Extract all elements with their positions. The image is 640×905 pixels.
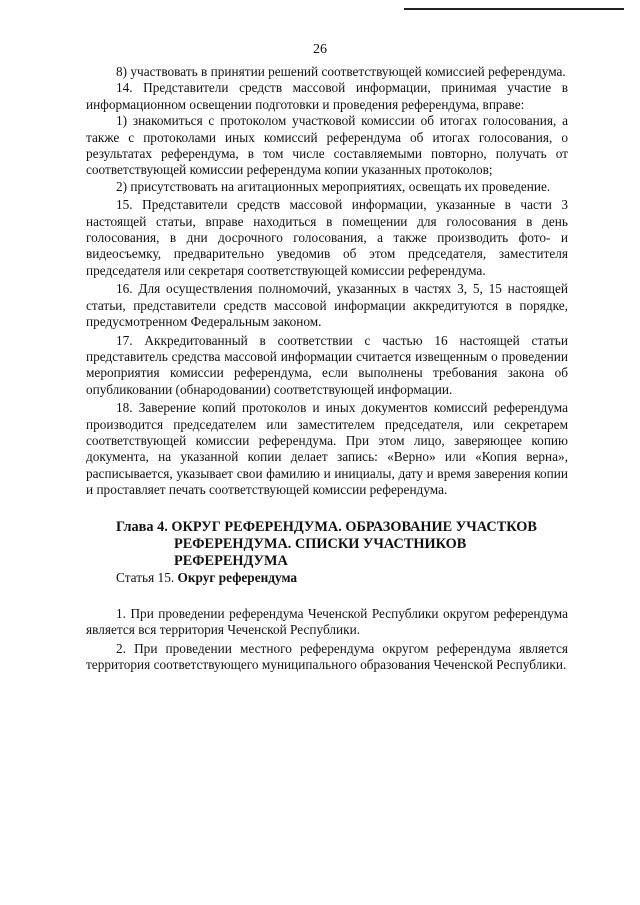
top-rule bbox=[404, 8, 624, 10]
paragraph: 18. Заверение копий протоколов и иных документов комиссий референдума производится председателем или заместителем председателя, или секретарем соответствующей комиссии референдума. При этом лицо, заверяющее копию документа, на указанной копии делает запись: «Верно» или «Копия верна», расписывается, указывает свои фамилию и инициалы, дату и время заверения копии и проставляет печать соответствующей комиссии референдума. bbox=[86, 400, 568, 498]
paragraph: 15. Представители средств массовой информации, указанные в части 3 настоящей статьи, вправе находиться в помещении для голосования в день голосования, в дни досрочного голосования, а также производить фото- и видеосъемку, предварительно уведомив об этом председателя, заместителя председателя или секретаря соответствующей комиссии референдума. bbox=[86, 197, 568, 278]
article-heading bbox=[86, 570, 568, 586]
paragraph: 1. При проведении референдума Чеченской Республики округом референдума является вся территория Чеченской Республики. bbox=[86, 605, 568, 638]
paragraph: 17. Аккредитованный в соответствии с частью 16 настоящей статьи представитель средства массовой информации считается извещенным о проведении мероприятия комиссии референдума, если выполнены требования закона об опубликовании (обнародовании) соответствующей информации. bbox=[86, 332, 568, 397]
paragraph: 2. При проведении местного референдума округом референдума является территория соответствующего муниципального образования Чеченской Республики. bbox=[86, 640, 568, 673]
paragraph: 16. Для осуществления полномочий, указанных в частях 3, 5, 15 настоящей статьи, представители средств массовой информации аккредитуются в порядке, предусмотренном Федеральным законом. bbox=[86, 281, 568, 330]
chapter-heading: Глава 4. ОКРУГ РЕФЕРЕНДУМА. ОБРАЗОВАНИЕ УЧАСТКОВ РЕФЕРЕНДУМА. СПИСКИ УЧАСТНИКОВ РЕФЕРЕНДУМА bbox=[116, 518, 537, 569]
paragraph: 2) присутствовать на агитационных мероприятиях, освещать их проведение. bbox=[116, 178, 551, 194]
page-number: 26 bbox=[313, 42, 327, 57]
article-prefix: Статья 15. bbox=[116, 569, 178, 585]
article-title: Округ референдума bbox=[177, 569, 298, 585]
document-body bbox=[86, 64, 568, 674]
paragraph: 1) знакомиться с протоколом участковой комиссии об итогах голосования, а также с протоколами иных комиссий референдума об итогах голосования, о результатах референдума, в том числе составляемыми повторно, получать от соответствующей комиссии референдума копии указанных протоколов; bbox=[86, 113, 568, 178]
paragraph: 14. Представители средств массовой информации, принимая участие в информационном освещении подготовки и проведения референдума, вправе: bbox=[86, 80, 568, 112]
paragraph: 8) участвовать в принятии решений соответствующей комиссией референдума. bbox=[116, 64, 566, 79]
